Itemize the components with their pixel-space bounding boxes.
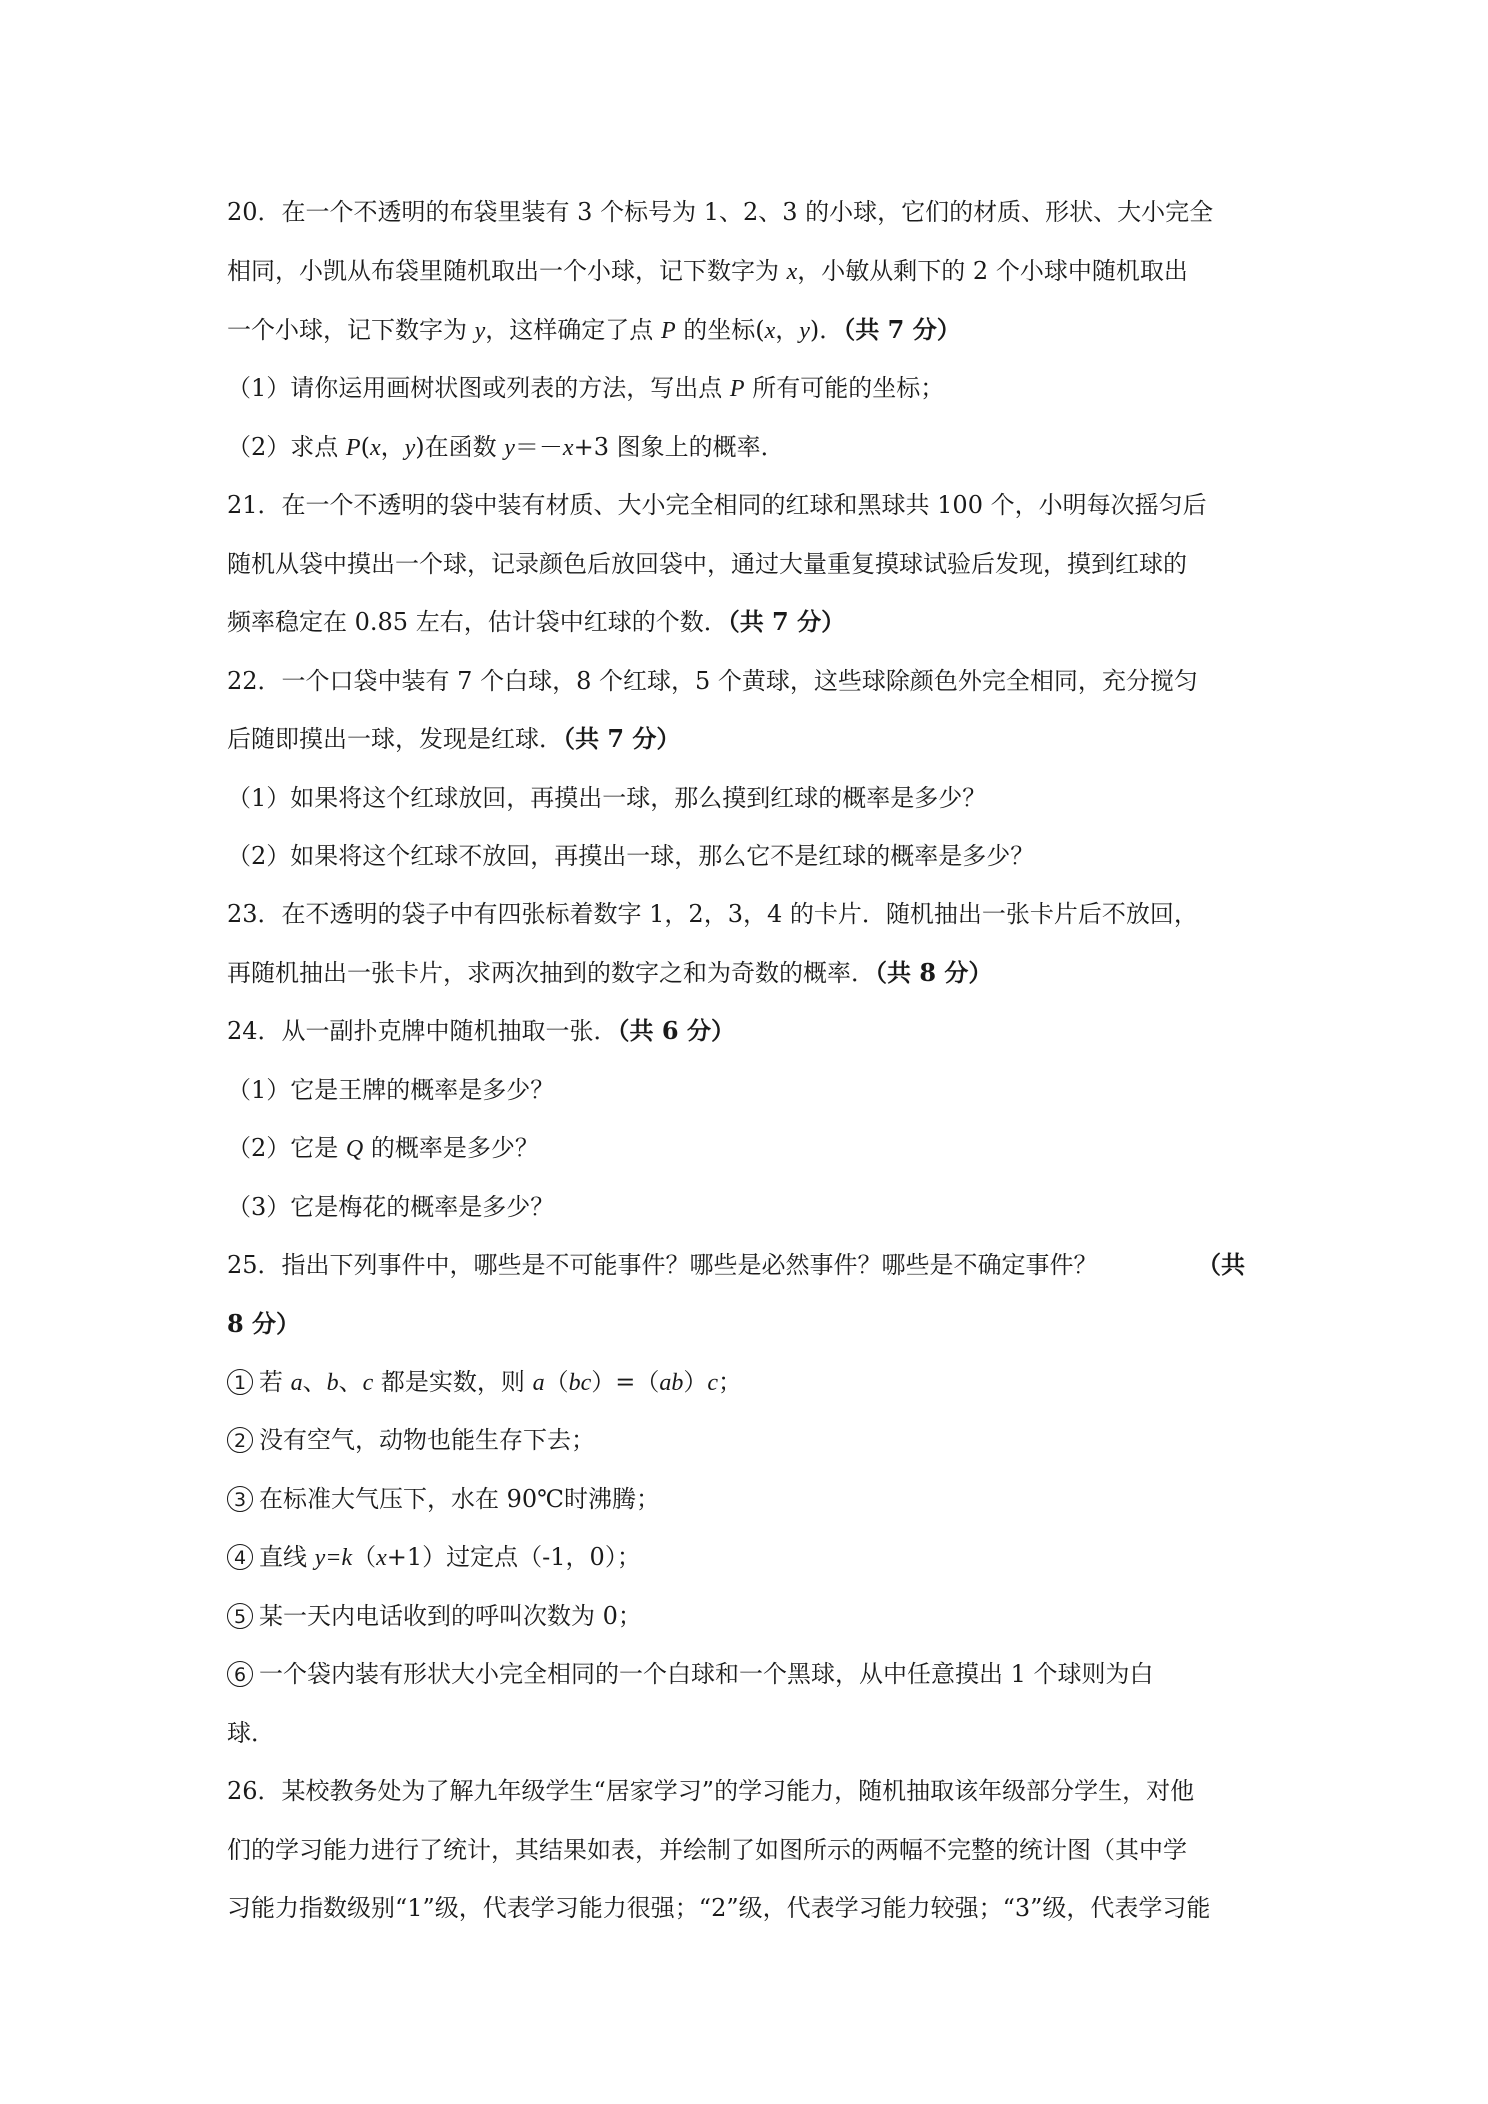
q25-score-part1: （共: [1197, 1250, 1245, 1279]
q22-line-2: 后随即摸出一球，发现是红球．（共 7 分）: [227, 724, 681, 753]
circled-number-2: 2: [227, 1427, 253, 1453]
q26-line-2: 们的学习能力进行了统计，其结果如表，并绘制了如图所示的两幅不完整的统计图（其中学: [227, 1836, 1187, 1864]
circled-number-6: 6: [227, 1661, 253, 1687]
q25-item-3: 3 在标准大气压下，水在 90℃时沸腾；: [227, 1483, 1267, 1515]
q26-line-3: 习能力指数级别“1”级，代表学习能力很强；“2”级，代表学习能力较强；“3”级，代表学习能: [227, 1894, 1211, 1922]
q25-item-1: 1 若 a、b、c 都是实数，则 a（bc）=（ab）c；: [227, 1366, 1267, 1399]
q21-line-3: 频率稳定在 0.85 左右，估计袋中红球的个数．（共 7 分）: [227, 607, 846, 636]
q25-item-6: 6 一个袋内装有形状大小完全相同的一个白球和一个黑球，从中任意摸出 1 个球则为白: [227, 1658, 1267, 1690]
circled-number-4: 4: [227, 1544, 253, 1570]
q22-line-1: 22．一个口袋中装有 7 个白球，8 个红球，5 个黄球，这些球除颜色外完全相同，充分搅匀: [227, 667, 1198, 695]
q26-line-1: 26．某校教务处为了解九年级学生“居家学习”的学习能力，随机抽取该年级部分学生，对他: [227, 1777, 1195, 1805]
q22-score: （共 7 分）: [563, 724, 681, 753]
q20-line-1: 20．在一个不透明的布袋里装有 3 个标号为 1、2、3 的小球，它们的材质、形状、大小完全: [227, 198, 1214, 226]
q25-line-1: 25．指出下列事件中，哪些是不可能事件？哪些是必然事件？哪些是不确定事件？ （共: [227, 1250, 1245, 1279]
q24-line-1: 24．从一副扑克牌中随机抽取一张．（共 6 分）: [227, 1016, 735, 1045]
q21-line-1: 21．在一个不透明的袋中装有材质、大小完全相同的红球和黑球共 100 个，小明每次摇匀后: [227, 491, 1207, 519]
q22-sub-1: （1）如果将这个红球放回，再摸出一球，那么摸到红球的概率是多少？: [227, 784, 987, 812]
q20-score: （共 7 分）: [843, 315, 961, 344]
q24-sub-2: （2）它是 Q 的概率是多少？: [227, 1134, 539, 1162]
q25-item-2: 2 没有空气，动物也能生存下去；: [227, 1424, 1267, 1456]
q25-item-6-cont: 球．: [227, 1719, 275, 1747]
q20-line-2: 相同，小凯从布袋里随机取出一个小球，记下数字为 x，小敏从剩下的 2 个小球中随机取出: [227, 257, 1188, 285]
circled-number-3: 3: [227, 1486, 253, 1512]
q21-line-2: 随机从袋中摸出一个球，记录颜色后放回袋中，通过大量重复摸球试验后发现，摸到红球的: [227, 550, 1187, 578]
circled-number-1: 1: [227, 1369, 253, 1395]
q24-sub-1: （1）它是王牌的概率是多少？: [227, 1076, 555, 1104]
q24-score: （共 6 分）: [617, 1016, 735, 1045]
q25-item-4: 4 直线 y=k（x+1）过定点（-1，0）；: [227, 1541, 1267, 1574]
q23-line-1: 23．在不透明的袋子中有四张标着数字 1，2，3，4 的卡片．随机抽出一张卡片后不放回，: [227, 900, 1198, 928]
q25-item-5: 5 某一天内电话收到的呼叫次数为 0；: [227, 1600, 1267, 1632]
q20-line-3: 一个小球，记下数字为 y，这样确定了点 P 的坐标(x，y)．（共 7 分）: [227, 315, 961, 344]
q20-sub-2: （2）求点 P(x，y)在函数 y＝－x+3 图象上的概率．: [227, 433, 785, 461]
q24-sub-3: （3）它是梅花的概率是多少？: [227, 1193, 555, 1221]
q25-line-2: [227, 1308, 1267, 1340]
q20-sub-1: （1）请你运用画树状图或列表的方法，写出点 P 所有可能的坐标；: [227, 374, 945, 402]
q22-sub-2: （2）如果将这个红球不放回，再摸出一球，那么它不是红球的概率是多少？: [227, 842, 1035, 870]
q21-score: （共 7 分）: [727, 607, 846, 636]
circled-number-5: 5: [227, 1603, 253, 1629]
q23-line-2: 再随机抽出一张卡片，求两次抽到的数字之和为奇数的概率．（共 8 分）: [227, 958, 993, 987]
q25-score-part2: 8 分）: [227, 1309, 301, 1338]
q23-score: （共 8 分）: [875, 958, 993, 987]
